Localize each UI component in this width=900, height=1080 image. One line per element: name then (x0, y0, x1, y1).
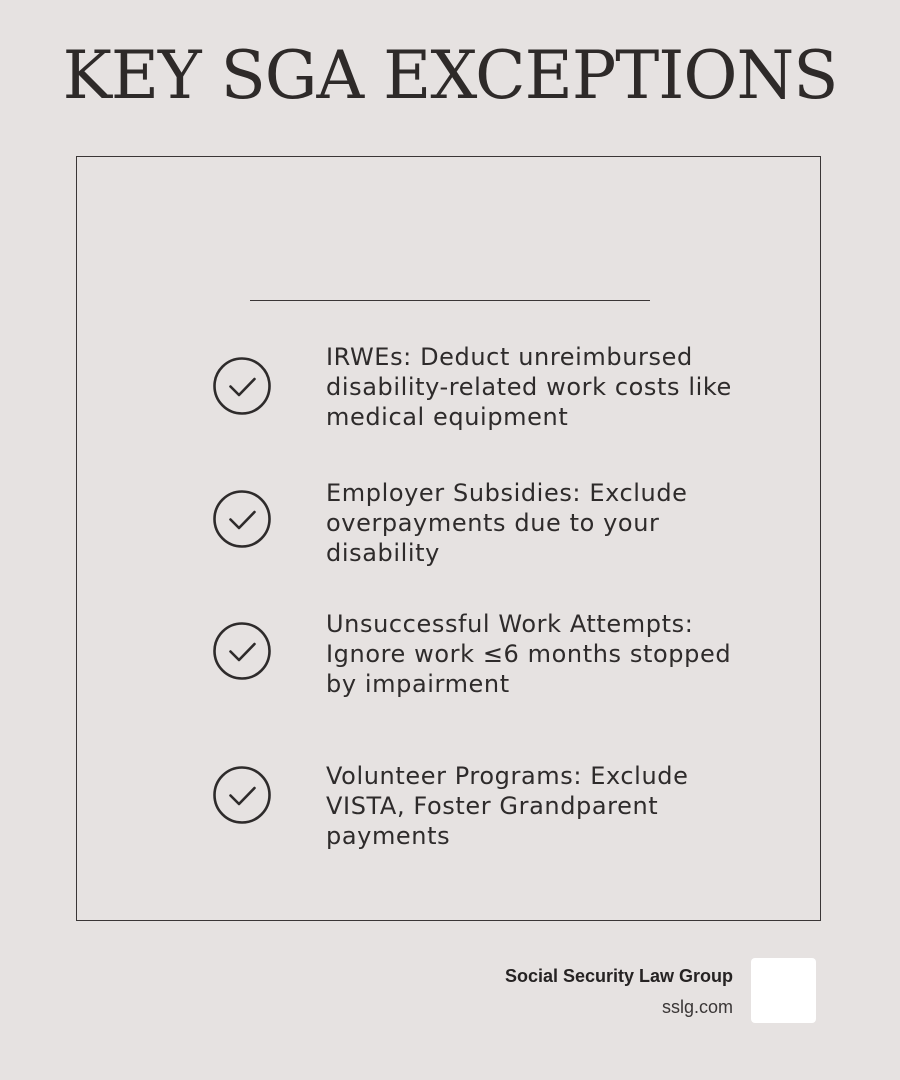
check-circle-icon (213, 622, 271, 680)
item-text: IRWEs: Deduct unreimbursed disability-related work costs like medical equipment (326, 343, 732, 431)
logo-placeholder (751, 958, 816, 1023)
check-circle-icon (213, 357, 271, 415)
divider-line (250, 300, 650, 301)
website-link[interactable]: sslg.com (661, 997, 733, 1017)
check-circle-icon (213, 490, 271, 548)
item-text: Unsuccessful Work Attempts: Ignore work ≤6 months stopped by impairment (326, 610, 732, 698)
check-circle-icon (213, 766, 271, 824)
item-text: Employer Subsidies: Exclude overpayments due to your disability (326, 479, 688, 567)
item-text: Volunteer Programs: Exclude VISTA, Foster Grandparent payments (326, 762, 689, 850)
page-title: KEY SGA EXCEPTIONS (62, 37, 838, 114)
organization-name: Social Security Law Group (504, 966, 733, 986)
